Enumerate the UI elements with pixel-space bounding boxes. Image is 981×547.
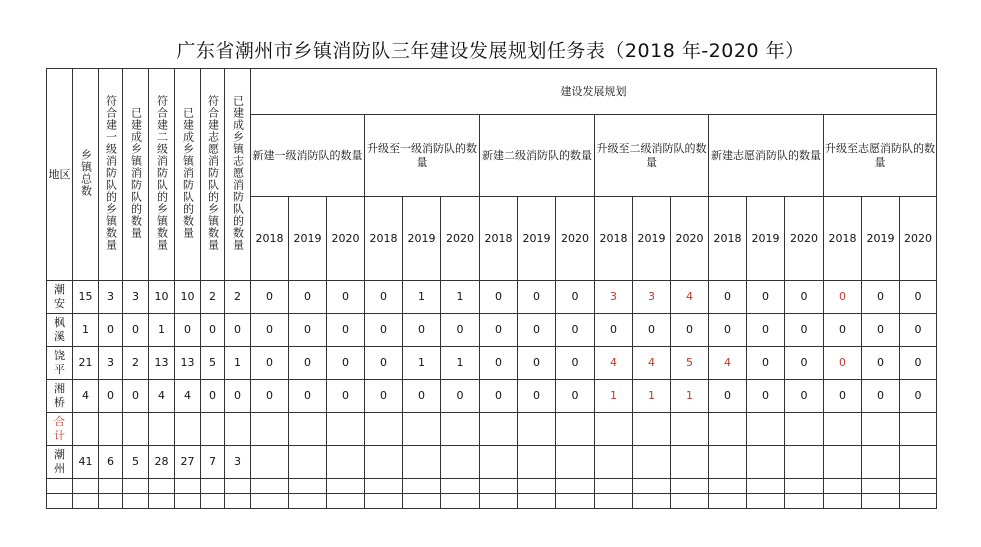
plan-value-cell: 1 <box>633 380 671 413</box>
plan-value-cell: 0 <box>900 281 937 314</box>
plan-value-cell: 0 <box>785 347 824 380</box>
plan-value-cell: 0 <box>556 314 595 347</box>
plan-value-cell: 0 <box>824 314 862 347</box>
plan-value-cell: 0 <box>862 314 900 347</box>
plan-value-cell: 0 <box>518 380 556 413</box>
year-label: 2020 <box>671 197 709 281</box>
plan-value-cell: 0 <box>709 314 747 347</box>
planning-table <box>46 68 937 509</box>
empty-cell <box>824 446 862 479</box>
base-value-cell: 0 <box>99 380 123 413</box>
base-value-cell: 3 <box>225 446 251 479</box>
base-value-cell: 2 <box>123 347 149 380</box>
plan-value-cell: 0 <box>289 380 327 413</box>
plan-value-cell: 0 <box>251 380 289 413</box>
year-label: 2018 <box>709 197 747 281</box>
plan-value-cell: 0 <box>900 347 937 380</box>
plan-value-cell: 1 <box>441 281 480 314</box>
plan-value-cell: 0 <box>862 347 900 380</box>
header-built-level2: 已建成乡镇消防队的数量 <box>175 69 201 281</box>
empty-cell <box>289 446 327 479</box>
plan-value-cell: 0 <box>747 347 785 380</box>
base-value-cell: 28 <box>149 446 175 479</box>
base-value-cell: 1 <box>149 314 175 347</box>
table-row <box>47 314 937 347</box>
header-built-volunteer: 已建成乡镇志愿消防队的数量 <box>225 69 251 281</box>
empty-cell <box>327 446 365 479</box>
base-value-cell: 4 <box>175 380 201 413</box>
plan-value-cell: 0 <box>785 380 824 413</box>
plan-value-cell: 0 <box>327 347 365 380</box>
base-value-cell: 0 <box>123 314 149 347</box>
year-label: 2020 <box>785 197 824 281</box>
base-value-cell: 7 <box>201 446 225 479</box>
plan-value-cell: 0 <box>327 314 365 347</box>
empty-cell <box>862 446 900 479</box>
plan-value-cell: 1 <box>671 380 709 413</box>
plan-value-cell: 0 <box>747 314 785 347</box>
plan-value-cell: 0 <box>824 347 862 380</box>
base-value-cell: 3 <box>123 281 149 314</box>
year-label: 2019 <box>403 197 441 281</box>
base-value-cell: 10 <box>175 281 201 314</box>
plan-value-cell: 0 <box>441 314 480 347</box>
base-value-cell: 5 <box>123 446 149 479</box>
plan-value-cell: 0 <box>365 380 403 413</box>
year-label: 2019 <box>289 197 327 281</box>
empty-cell <box>480 446 518 479</box>
header-built-level1: 已建成乡镇消防队的数量 <box>123 69 149 281</box>
year-label: 2018 <box>595 197 633 281</box>
table-title: 广东省潮州市乡镇消防队三年建设发展规划任务表（2018 年-2020 年） <box>176 40 805 62</box>
base-value-cell: 0 <box>99 314 123 347</box>
base-value-cell: 0 <box>201 314 225 347</box>
plan-value-cell: 0 <box>289 281 327 314</box>
plan-value-cell: 5 <box>671 347 709 380</box>
base-value-cell: 0 <box>175 314 201 347</box>
plan-value-cell: 0 <box>747 380 785 413</box>
plan-value-cell: 0 <box>671 314 709 347</box>
plan-value-cell: 0 <box>900 380 937 413</box>
total-label: 合 计 <box>47 413 73 446</box>
plan-value-cell: 0 <box>747 281 785 314</box>
empty-cell <box>403 446 441 479</box>
year-label: 2020 <box>556 197 595 281</box>
base-value-cell: 1 <box>225 347 251 380</box>
plan-value-cell: 1 <box>441 347 480 380</box>
table-row <box>47 380 937 413</box>
plan-value-cell: 0 <box>862 281 900 314</box>
region-cell: 潮 安 <box>47 281 73 314</box>
header-meet-volunteer: 符合建志愿消防队的乡镇数量 <box>201 69 225 281</box>
base-value-cell: 2 <box>201 281 225 314</box>
plan-value-cell: 0 <box>289 347 327 380</box>
empty-row <box>47 494 937 509</box>
plan-value-cell: 0 <box>441 380 480 413</box>
plan-value-cell: 0 <box>709 380 747 413</box>
empty-cell <box>709 446 747 479</box>
base-value-cell: 27 <box>175 446 201 479</box>
plan-value-cell: 0 <box>289 314 327 347</box>
city-row <box>47 446 937 479</box>
year-label: 2018 <box>251 197 289 281</box>
empty-cell <box>785 446 824 479</box>
base-value-cell: 2 <box>225 281 251 314</box>
base-value-cell: 0 <box>225 380 251 413</box>
base-value-cell: 1 <box>73 314 99 347</box>
plan-value-cell: 0 <box>518 314 556 347</box>
group-new-level2: 新建二级消防队的数量 <box>480 115 595 197</box>
plan-value-cell: 0 <box>403 380 441 413</box>
header-total: 乡镇总数 <box>73 69 99 281</box>
plan-value-cell: 0 <box>824 281 862 314</box>
empty-cell <box>633 446 671 479</box>
group-new-level1: 新建一级消防队的数量 <box>251 115 365 197</box>
plan-value-cell: 4 <box>709 347 747 380</box>
base-value-cell: 3 <box>99 281 123 314</box>
region-cell: 饶 平 <box>47 347 73 380</box>
plan-value-cell: 0 <box>518 347 556 380</box>
empty-cell <box>595 446 633 479</box>
plan-value-cell: 0 <box>327 380 365 413</box>
year-label: 2018 <box>480 197 518 281</box>
year-label: 2019 <box>518 197 556 281</box>
empty-cell <box>747 446 785 479</box>
table-row <box>47 347 937 380</box>
total-row <box>47 413 937 446</box>
table-row <box>47 281 937 314</box>
plan-value-cell: 1 <box>403 281 441 314</box>
header-meet-level2: 符合建二级消防队的乡镇数量 <box>149 69 175 281</box>
base-value-cell: 10 <box>149 281 175 314</box>
plan-value-cell: 0 <box>480 347 518 380</box>
base-value-cell: 0 <box>225 314 251 347</box>
base-value-cell: 0 <box>201 380 225 413</box>
plan-value-cell: 0 <box>556 380 595 413</box>
plan-value-cell: 0 <box>365 347 403 380</box>
base-value-cell: 6 <box>99 446 123 479</box>
year-label: 2020 <box>441 197 480 281</box>
plan-value-cell: 0 <box>251 314 289 347</box>
plan-value-cell: 0 <box>518 281 556 314</box>
plan-value-cell: 0 <box>365 281 403 314</box>
base-value-cell: 13 <box>175 347 201 380</box>
plan-value-cell: 4 <box>671 281 709 314</box>
year-label: 2020 <box>900 197 937 281</box>
plan-value-cell: 4 <box>595 347 633 380</box>
base-value-cell: 13 <box>149 347 175 380</box>
plan-value-cell: 4 <box>633 347 671 380</box>
base-value-cell: 3 <box>99 347 123 380</box>
year-label: 2020 <box>327 197 365 281</box>
base-value-cell: 41 <box>73 446 99 479</box>
region-cell: 枫 溪 <box>47 314 73 347</box>
year-label: 2019 <box>862 197 900 281</box>
region-cell: 湘 桥 <box>47 380 73 413</box>
year-label: 2018 <box>824 197 862 281</box>
empty-cell <box>365 446 403 479</box>
empty-cell <box>556 446 595 479</box>
header-region: 地区 <box>47 69 73 281</box>
plan-value-cell: 0 <box>633 314 671 347</box>
base-value-cell: 0 <box>123 380 149 413</box>
base-value-cell: 15 <box>73 281 99 314</box>
header-plan: 建设发展规划 <box>251 69 937 115</box>
plan-value-cell: 1 <box>595 380 633 413</box>
empty-cell <box>900 446 937 479</box>
header-row-1 <box>47 69 937 115</box>
empty-cell <box>251 446 289 479</box>
empty-row <box>47 479 937 494</box>
year-label: 2019 <box>747 197 785 281</box>
year-label: 2018 <box>365 197 403 281</box>
region-cell: 潮 州 <box>47 446 73 479</box>
base-value-cell: 21 <box>73 347 99 380</box>
year-label: 2019 <box>633 197 671 281</box>
plan-value-cell: 0 <box>824 380 862 413</box>
plan-value-cell: 0 <box>365 314 403 347</box>
plan-value-cell: 0 <box>862 380 900 413</box>
group-upgrade-volunteer: 升级至志愿消防队的数量 <box>824 115 937 197</box>
plan-value-cell: 0 <box>785 281 824 314</box>
empty-cell <box>671 446 709 479</box>
base-value-cell: 4 <box>149 380 175 413</box>
group-upgrade-level2: 升级至二级消防队的数量 <box>595 115 709 197</box>
group-upgrade-level1: 升级至一级消防队的数量 <box>365 115 480 197</box>
plan-value-cell: 1 <box>403 347 441 380</box>
empty-cell <box>441 446 480 479</box>
plan-value-cell: 0 <box>403 314 441 347</box>
plan-value-cell: 0 <box>480 314 518 347</box>
plan-value-cell: 0 <box>785 314 824 347</box>
plan-value-cell: 0 <box>900 314 937 347</box>
base-value-cell: 4 <box>73 380 99 413</box>
header-meet-level1: 符合建一级消防队的乡镇数量 <box>99 69 123 281</box>
group-new-volunteer: 新建志愿消防队的数量 <box>709 115 824 197</box>
plan-value-cell: 0 <box>556 281 595 314</box>
plan-value-cell: 0 <box>251 281 289 314</box>
base-value-cell: 5 <box>201 347 225 380</box>
plan-value-cell: 0 <box>480 281 518 314</box>
plan-value-cell: 0 <box>556 347 595 380</box>
plan-value-cell: 3 <box>595 281 633 314</box>
plan-value-cell: 0 <box>251 347 289 380</box>
plan-value-cell: 0 <box>595 314 633 347</box>
plan-value-cell: 3 <box>633 281 671 314</box>
plan-value-cell: 0 <box>480 380 518 413</box>
empty-cell <box>518 446 556 479</box>
plan-value-cell: 0 <box>327 281 365 314</box>
plan-value-cell: 0 <box>709 281 747 314</box>
